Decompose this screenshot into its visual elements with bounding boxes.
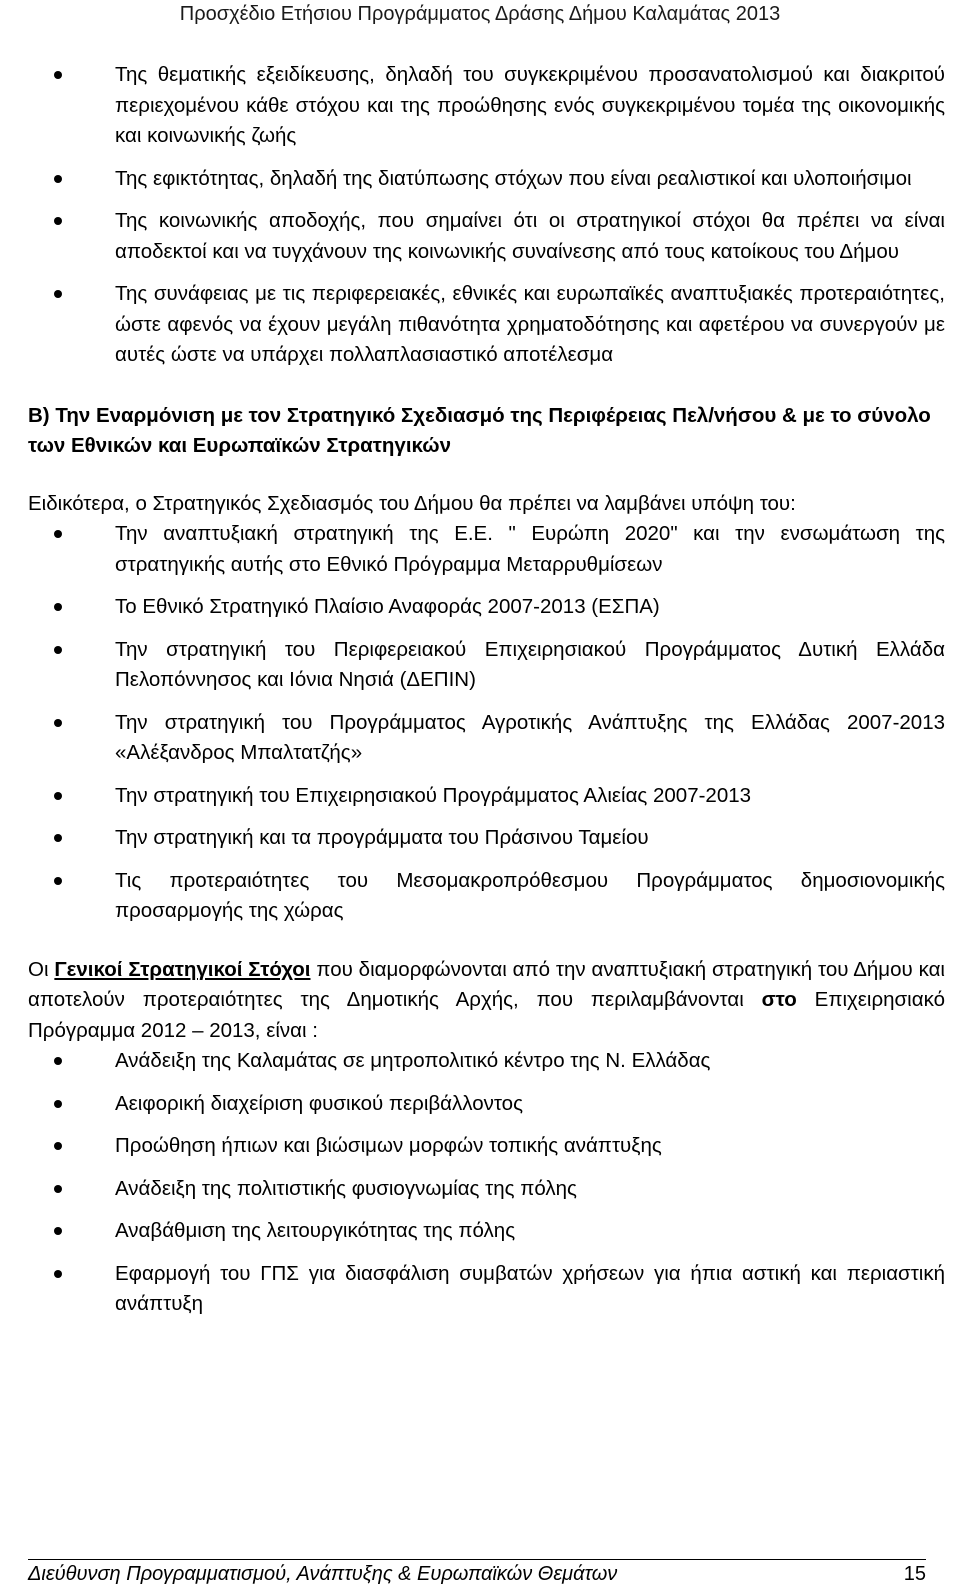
list-item-text: Της κοινωνικής αποδοχής, που σημαίνει ότι οι στρατηγικοί στόχοι θα πρέπει να είναι αποδεκτοί και να τυγχάνουν της κοινωνικής συναίνεσης από τους κατοίκους του Δήμου <box>115 209 945 263</box>
list-item <box>28 206 945 267</box>
page-body <box>28 60 945 1320</box>
list-item <box>28 164 945 195</box>
list-item <box>28 781 945 812</box>
bullet-icon <box>54 1100 62 1108</box>
list-item-text: Της συνάφειας με τις περιφερειακές, εθνικές και ευρωπαϊκές αναπτυξιακές προτεραιότητες, ώστε αφενός να έχουν μεγάλη πιθανότητα χρηματοδότησης και αφετέρου να συνεργούν με αυτές ώστε να υπάρχει πολλαπλασιαστικό αποτέλεσμα <box>115 282 945 366</box>
list-item <box>28 1174 945 1205</box>
bullet-icon <box>54 217 62 225</box>
bullet-icon <box>54 834 62 842</box>
footer-text: Διεύθυνση Προγραμματισμού, Ανάπτυξης & Ευρωπαϊκών Θεμάτων <box>28 1563 618 1585</box>
strategies-list <box>28 519 945 927</box>
list-item-text: Την στρατηγική του Περιφερειακού Επιχειρησιακού Προγράμματος Δυτική Ελλάδα Πελοπόννησος και Ιόνια Νησιά (ΔΕΠΙΝ) <box>115 637 945 691</box>
list-item-text: Αειφορική διαχείριση φυσικού περιβάλλοντος <box>115 1091 523 1115</box>
document-title: Προσχέδιο Ετήσιου Προγράμματος Δράσης Δήμου Καλαμάτας 2013 <box>179 3 781 25</box>
list-item <box>28 60 945 152</box>
goals-emphasis: Γενικοί Στρατηγικοί Στόχοι <box>54 957 311 981</box>
list-item-text: Την στρατηγική και τα προγράμματα του Πράσινου Ταμείου <box>115 826 649 849</box>
page-number: 15 <box>903 1563 926 1585</box>
list-item <box>28 519 945 580</box>
list-item <box>28 708 945 769</box>
list-item-text: Προώθηση ήπιων και βιώσιμων μορφών τοπικής ανάπτυξης <box>115 1134 662 1157</box>
bullet-icon <box>54 719 62 727</box>
bullet-icon <box>54 1227 62 1235</box>
list-item-text: Αναβάθμιση της λειτουργικότητας της πόλης <box>115 1219 516 1242</box>
goals-text-1: Οι <box>28 957 55 981</box>
section-heading: Β) Την Εναρμόνιση με τον Στρατηγικό Σχεδιασμό της Περιφέρειας Πελ/νήσου & με το σύνολο των Εθνικών και Ευρωπαϊκών Στρατηγικών <box>28 403 931 457</box>
list-item <box>28 635 945 696</box>
bullet-icon <box>54 877 62 885</box>
list-item-text: Τις προτεραιότητες του Μεσομακροπρόθεσμου Προγράμματος δημοσιονομικής προσαρμογής της χώρας <box>115 868 945 922</box>
bullet-icon <box>54 71 62 79</box>
bullet-icon <box>54 1142 62 1150</box>
goals-text-2: που διαμορφώνονται από την αναπτυξιακή στρατηγική του Δήμου και αποτελούν προτεραιότητες της Δημοτικής Αρχής, που περιλαμβάνονται <box>28 957 945 1011</box>
goals-list <box>28 1046 945 1320</box>
bullet-icon <box>54 1057 62 1065</box>
list-item <box>28 1089 945 1120</box>
list-item-text: Την αναπτυξιακή στρατηγική της Ε.Ε. " Ευρώπη 2020" και την ενσωμάτωση της στρατηγικής αυτής στο Εθνικό Πρόγραμμα Μεταρρυθμίσεων <box>115 522 945 576</box>
goals-paragraph <box>28 955 945 1047</box>
bullet-icon <box>54 1270 62 1278</box>
bullet-icon <box>54 1185 62 1193</box>
list-item-text: Το Εθνικό Στρατηγικό Πλαίσιο Αναφοράς 2007-2013 (ΕΣΠΑ) <box>115 595 660 618</box>
page-header <box>0 0 960 28</box>
bullet-icon <box>54 530 62 538</box>
list-item <box>28 866 945 927</box>
criteria-list <box>28 60 945 371</box>
section-intro: Ειδικότερα, ο Στρατηγικός Σχεδιασμός του Δήμου θα πρέπει να λαμβάνει υπόψη του: <box>28 491 796 515</box>
list-item <box>28 1131 945 1162</box>
list-item-text: Της θεματικής εξειδίκευσης, δηλαδή του συγκεκριμένου προσανατολισμού και διακριτού περιεχομένου κάθε στόχου και της προώθησης ενός συγκεκριμένου τομέα της οικονομικής και κοινωνικής ζωής <box>115 63 945 147</box>
list-item <box>28 1259 945 1320</box>
list-item <box>28 1046 945 1077</box>
list-item-text: Την στρατηγική του Επιχειρησιακού Προγράμματος Αλιείας 2007-2013 <box>115 783 752 807</box>
list-item-text: Ανάδειξη της πολιτιστικής φυσιογνωμίας της πόλης <box>115 1176 577 1200</box>
list-item-text: Την στρατηγική του Προγράμματος Αγροτικής Ανάπτυξης της Ελλάδας 2007-2013 «Αλέξανδρος Μπαλτατζής» <box>115 710 945 764</box>
list-item <box>28 1216 945 1247</box>
page-footer <box>28 1559 926 1588</box>
list-item <box>28 279 945 371</box>
list-item-text: Εφαρμογή του ΓΠΣ για διασφάλιση συμβατών χρήσεων για ήπια αστική και περιαστική ανάπτυξη <box>115 1261 945 1315</box>
list-item-text: Της εφικτότητας, δηλαδή της διατύπωσης στόχων που είναι ρεαλιστικοί και υλοποιήσιμοι <box>115 166 912 190</box>
bullet-icon <box>54 646 62 654</box>
bullet-icon <box>54 290 62 298</box>
list-item <box>28 823 945 854</box>
list-item <box>28 592 945 623</box>
bullet-icon <box>54 603 62 611</box>
goals-emphasis-2: στο <box>761 988 797 1011</box>
goals-text-3: Επιχειρησιακό Πρόγραμμα 2012 – 2013, είναι : <box>28 988 945 1042</box>
bullet-icon <box>54 792 62 800</box>
bullet-icon <box>54 175 62 183</box>
list-item-text: Ανάδειξη της Καλαμάτας σε μητροπολιτικό κέντρο της Ν. Ελλάδας <box>115 1049 711 1072</box>
